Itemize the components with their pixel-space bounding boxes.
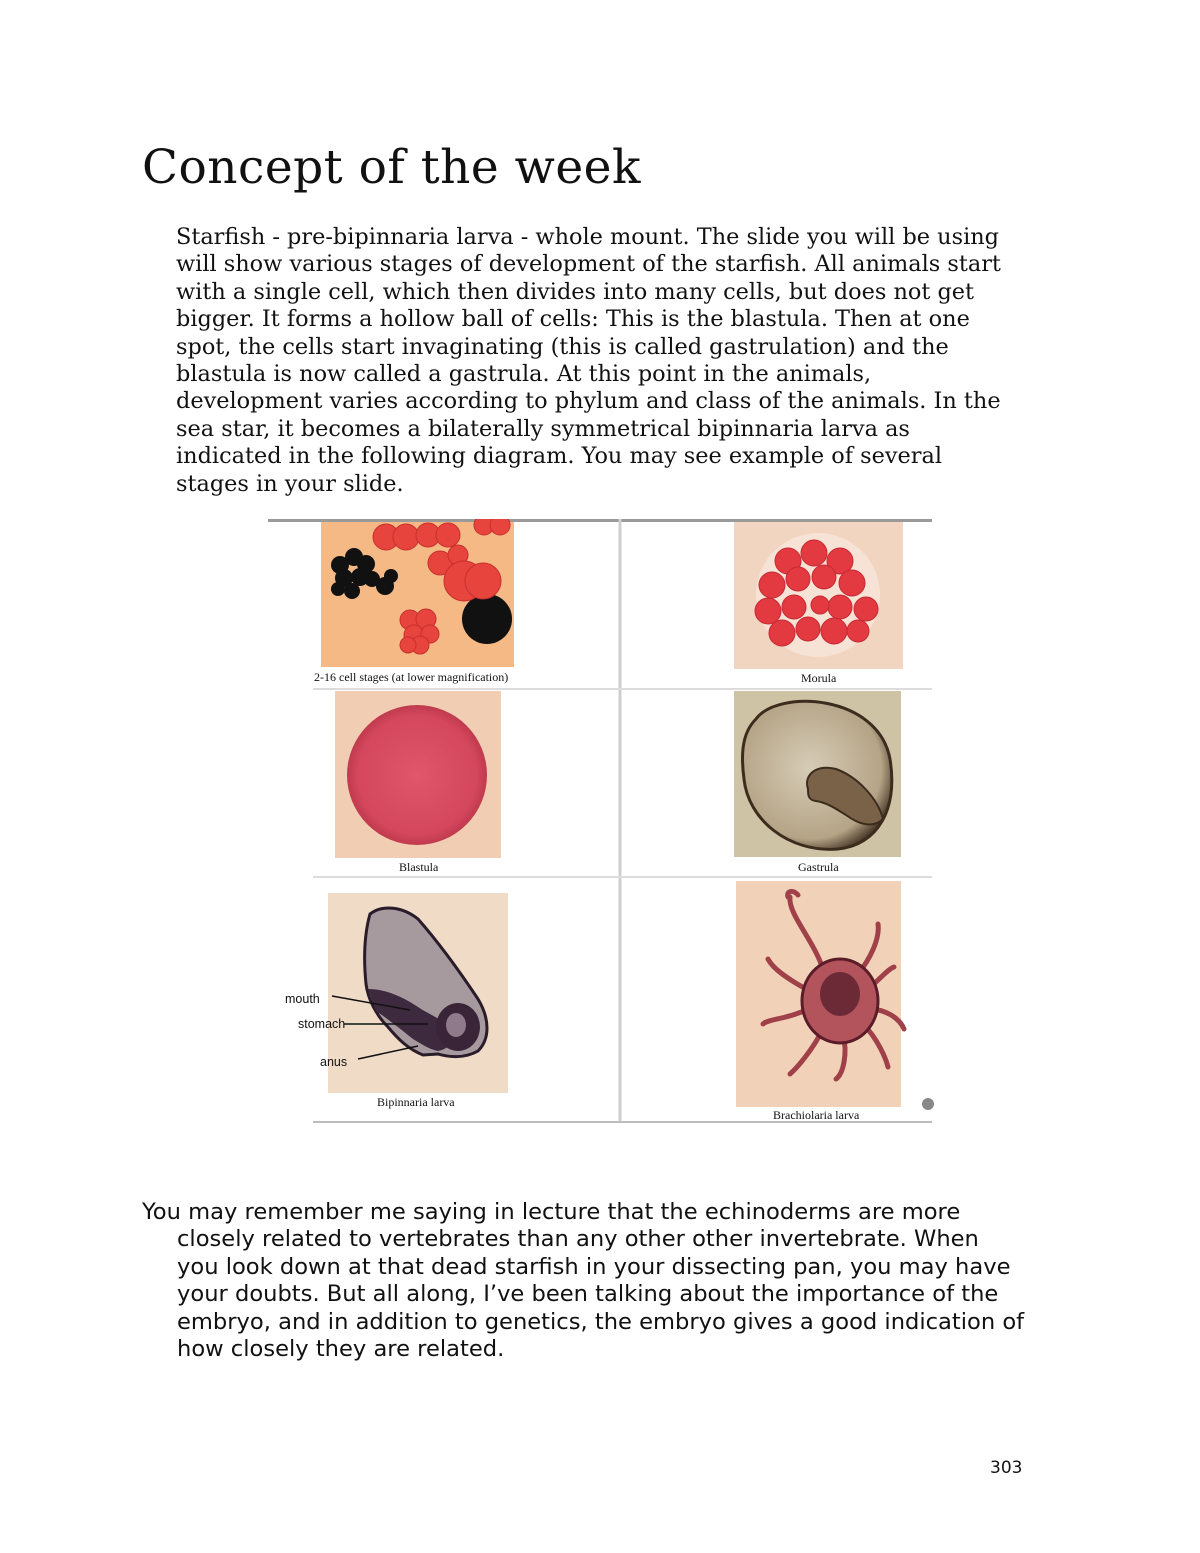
paragraph-line: embryo, and in addition to genetics, the embryo gives a good indication of bbox=[177, 1308, 1025, 1335]
paragraph-line: Starfish - pre-bipinnaria larva - whole mount. The slide you will be using bbox=[176, 224, 999, 250]
mouth-label: mouth bbox=[285, 992, 320, 1006]
brachiolaria-caption: Brachiolaria larva bbox=[773, 1108, 860, 1122]
paragraph-line: blastula is now called a gastrula. At this point in the animals, bbox=[176, 361, 872, 388]
paragraph-line: you look down at that dead starfish in your dissecting pan, you may have bbox=[177, 1253, 1011, 1280]
anus-label: anus bbox=[320, 1055, 348, 1069]
paragraph-line: will show various stages of development of the starfish. All animals start bbox=[176, 251, 1001, 278]
brachiolaria-image bbox=[736, 881, 904, 1107]
closing-paragraph bbox=[142, 1199, 1102, 1363]
gastrula-caption: Gastrula bbox=[798, 860, 839, 874]
intro-paragraph bbox=[176, 224, 1076, 498]
development-stages-figure bbox=[268, 519, 934, 1125]
cell-stages-caption: 2-16 cell stages (at lower magnification) bbox=[314, 670, 509, 684]
blastula-caption: Blastula bbox=[399, 860, 439, 874]
paragraph-line: bigger. It forms a hollow ball of cells: This is the blastula. Then at one bbox=[176, 306, 970, 333]
paragraph-line: stages in your slide. bbox=[176, 470, 404, 497]
page-number: 303 bbox=[990, 1458, 1023, 1478]
morula-image bbox=[734, 522, 903, 669]
gastrula-image bbox=[734, 691, 901, 857]
bipinnaria-image bbox=[328, 893, 508, 1093]
paragraph-line: how closely they are related. bbox=[177, 1336, 505, 1363]
stomach-label: stomach bbox=[298, 1017, 346, 1031]
paragraph-line: You may remember me saying in lecture that the echinoderms are more bbox=[142, 1199, 961, 1225]
paragraph-line: your doubts. But all along, I’ve been talking about the importance of the bbox=[177, 1281, 999, 1308]
paragraph-line: spot, the cells start invaginating (this is called gastrulation) and the bbox=[176, 333, 949, 360]
paragraph-line: indicated in the following diagram. You may see example of several bbox=[176, 443, 942, 470]
paragraph-line: development varies according to phylum and class of the animals. In the bbox=[176, 388, 1001, 415]
paragraph-line: sea star, it becomes a bilaterally symmetrical bipinnaria larva as bbox=[176, 415, 910, 442]
page-title: Concept of the week bbox=[142, 140, 641, 195]
cell-stages-image bbox=[321, 519, 514, 667]
paragraph-line: with a single cell, which then divides into many cells, but does not get bbox=[176, 278, 975, 305]
blastula-image bbox=[335, 691, 501, 858]
paragraph-line: closely related to vertebrates than any other other invertebrate. When bbox=[177, 1226, 979, 1253]
bipinnaria-caption: Bipinnaria larva bbox=[377, 1095, 455, 1109]
morula-caption: Morula bbox=[801, 671, 837, 685]
